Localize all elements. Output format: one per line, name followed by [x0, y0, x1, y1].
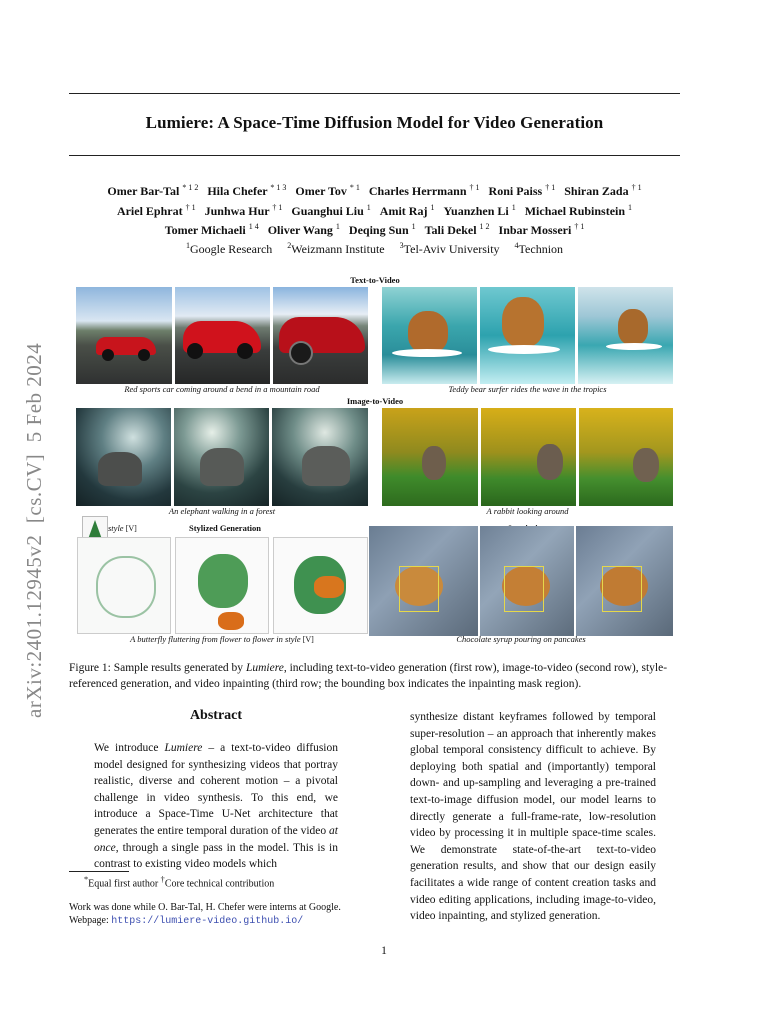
teddy-frame-2: [480, 287, 575, 384]
teddy-frame-3: [578, 287, 673, 384]
paper-title: Lumiere: A Space-Time Diffusion Model for Video Generation: [145, 113, 604, 132]
stylized-frame-1: [77, 537, 171, 634]
figure-caption: Figure 1: Sample results generated by Lumiere, including text-to-video generation (first row), image-to-video (second row), style-referenced generation, and video inpainting (third row; the bounding box indicates the inpainting mask region).: [69, 662, 668, 690]
author-name: Michael Rubinstein $^1$: [524, 202, 633, 218]
car-frame-2: [175, 287, 270, 384]
author-name: Guanghui Liu $^1$: [291, 202, 371, 218]
stylized-frame-2: [175, 537, 269, 634]
teddy-frame-1: [382, 287, 477, 384]
footnote-webpage: Webpage: https://lumiere-video.github.io/: [69, 915, 304, 927]
author-name: Oliver Wang $^1$: [267, 222, 340, 237]
inpaint-frame-2: [480, 526, 574, 636]
author-name: Amit Raj $^1$: [379, 202, 435, 218]
affiliation-4: $^4$Technion: [514, 241, 564, 256]
page-number: 1: [381, 945, 387, 957]
elephant-frame-1: [76, 408, 171, 506]
inpaint-mask-box-2: [504, 566, 544, 612]
inpaint-frame-3: [576, 526, 673, 636]
author-name: Yuanzhen Li $^1$: [443, 202, 516, 218]
author-name: Tali Dekel $^{1 2}$: [424, 222, 490, 237]
author-name: Omer Tov $^{* 1}$: [295, 183, 360, 198]
inpaint-mask-box-1: [399, 566, 439, 612]
author-name: Deqing Sun $^1$: [348, 222, 416, 237]
abstract-column-2: synthesize distant keyframes followed by temporal super-resolution – an approach that inherently makes global temporal consistency difficult to achieve. By deploying both spatial and (importantly) temporal down- and up-sampling and leveraging a pre-trained text-to-image diffusion model, our model learns to directly generate a full-frame-rate, low-resolution video by processing it in multiple space-time scales. We demonstrate state-of-the-art text-to-video generation results, and show that our design easily facilitates a wide range of content creation tasks and video editing applications, including image-to-video, video inpainting, and stylized generation.: [410, 711, 656, 923]
title-top-rule: [69, 93, 680, 94]
author-name: Inbar Mosseri $^{\dagger 1}$: [498, 222, 585, 237]
stylized-frame-3: [273, 537, 368, 634]
author-name: Ariel Ephrat $^{\dagger 1}$: [116, 202, 196, 218]
car-frame-3: [273, 287, 368, 384]
author-name: Tomer Michaeli $^{1 4}$: [164, 222, 259, 237]
row1-caption-right: Teddy bear surfer rides the wave in the tropics: [448, 384, 607, 394]
arxiv-stamp: arXiv:2401.12945v2 [cs.CV] 5 Feb 2024: [22, 342, 46, 718]
elephant-frame-3: [272, 408, 368, 506]
elephant-frame-2: [174, 408, 269, 506]
rabbit-frame-3: [579, 408, 673, 506]
affiliations: [69, 241, 680, 257]
author-name: Charles Herrmann $^{\dagger 1}$: [368, 183, 480, 198]
inpaint-mask-box-3: [602, 566, 642, 612]
row2-caption-right: A rabbit looking around: [486, 506, 569, 516]
footnote-rule: [69, 871, 129, 872]
rabbit-frame-1: [382, 408, 478, 506]
author-name: Junhwa Hur $^{\dagger 1}$: [204, 202, 283, 218]
footnote-contribution: *Equal first author †Core technical contribution: [84, 875, 275, 890]
row3-caption-left: A butterfly fluttering from flower to flower in style [V]: [130, 634, 314, 644]
abstract-heading: Abstract: [189, 708, 243, 723]
affiliation-1: $^1$Google Research: [185, 241, 273, 256]
title-bottom-rule: [69, 155, 680, 156]
author-name: Hila Chefer $^{* 1 3}$: [207, 183, 287, 198]
webpage-link[interactable]: https://lumiere-video.github.io/: [111, 916, 304, 927]
author-name: Shiran Zada $^{\dagger 1}$: [564, 183, 642, 198]
affiliation-2: $^2$Weizmann Institute: [287, 241, 385, 256]
author-name: Omer Bar-Tal $^{* 1 2}$: [107, 183, 199, 198]
author-name: Roni Paiss $^{\dagger 1}$: [488, 183, 556, 198]
row3-heading-left: Stylized Generation: [188, 523, 261, 533]
car-frame-1: [76, 287, 172, 384]
row2-heading: Image-to-Video: [346, 396, 404, 406]
author-list: [69, 180, 680, 239]
style-label: style [V]: [108, 523, 137, 533]
affiliation-3: $^3$Tel-Aviv University: [399, 241, 500, 256]
row1-caption-left: Red sports car coming around a bend in a mountain road: [124, 384, 320, 394]
row1-heading: Text-to-Video: [350, 275, 400, 285]
abstract-column-1: We introduce Lumiere – a text-to-video diffusion model designed for synthesizing videos that portray realistic, diverse and coherent motion – a pivotal challenge in video synthesis. To this end, we introduce a Space-Time U-Net architecture that generates the entire temporal duration of the video at once, through a single pass in the model. This is in contrast to existing video models which: [94, 742, 338, 871]
row3-caption-right: Chocolate syrup pouring on pancakes: [456, 634, 586, 644]
footnote-interns: Work was done while O. Bar-Tal, H. Chefer were interns at Google.: [69, 902, 341, 913]
rabbit-frame-2: [481, 408, 576, 506]
inpaint-frame-1: [369, 526, 478, 636]
row2-caption-left: An elephant walking in a forest: [168, 506, 276, 516]
